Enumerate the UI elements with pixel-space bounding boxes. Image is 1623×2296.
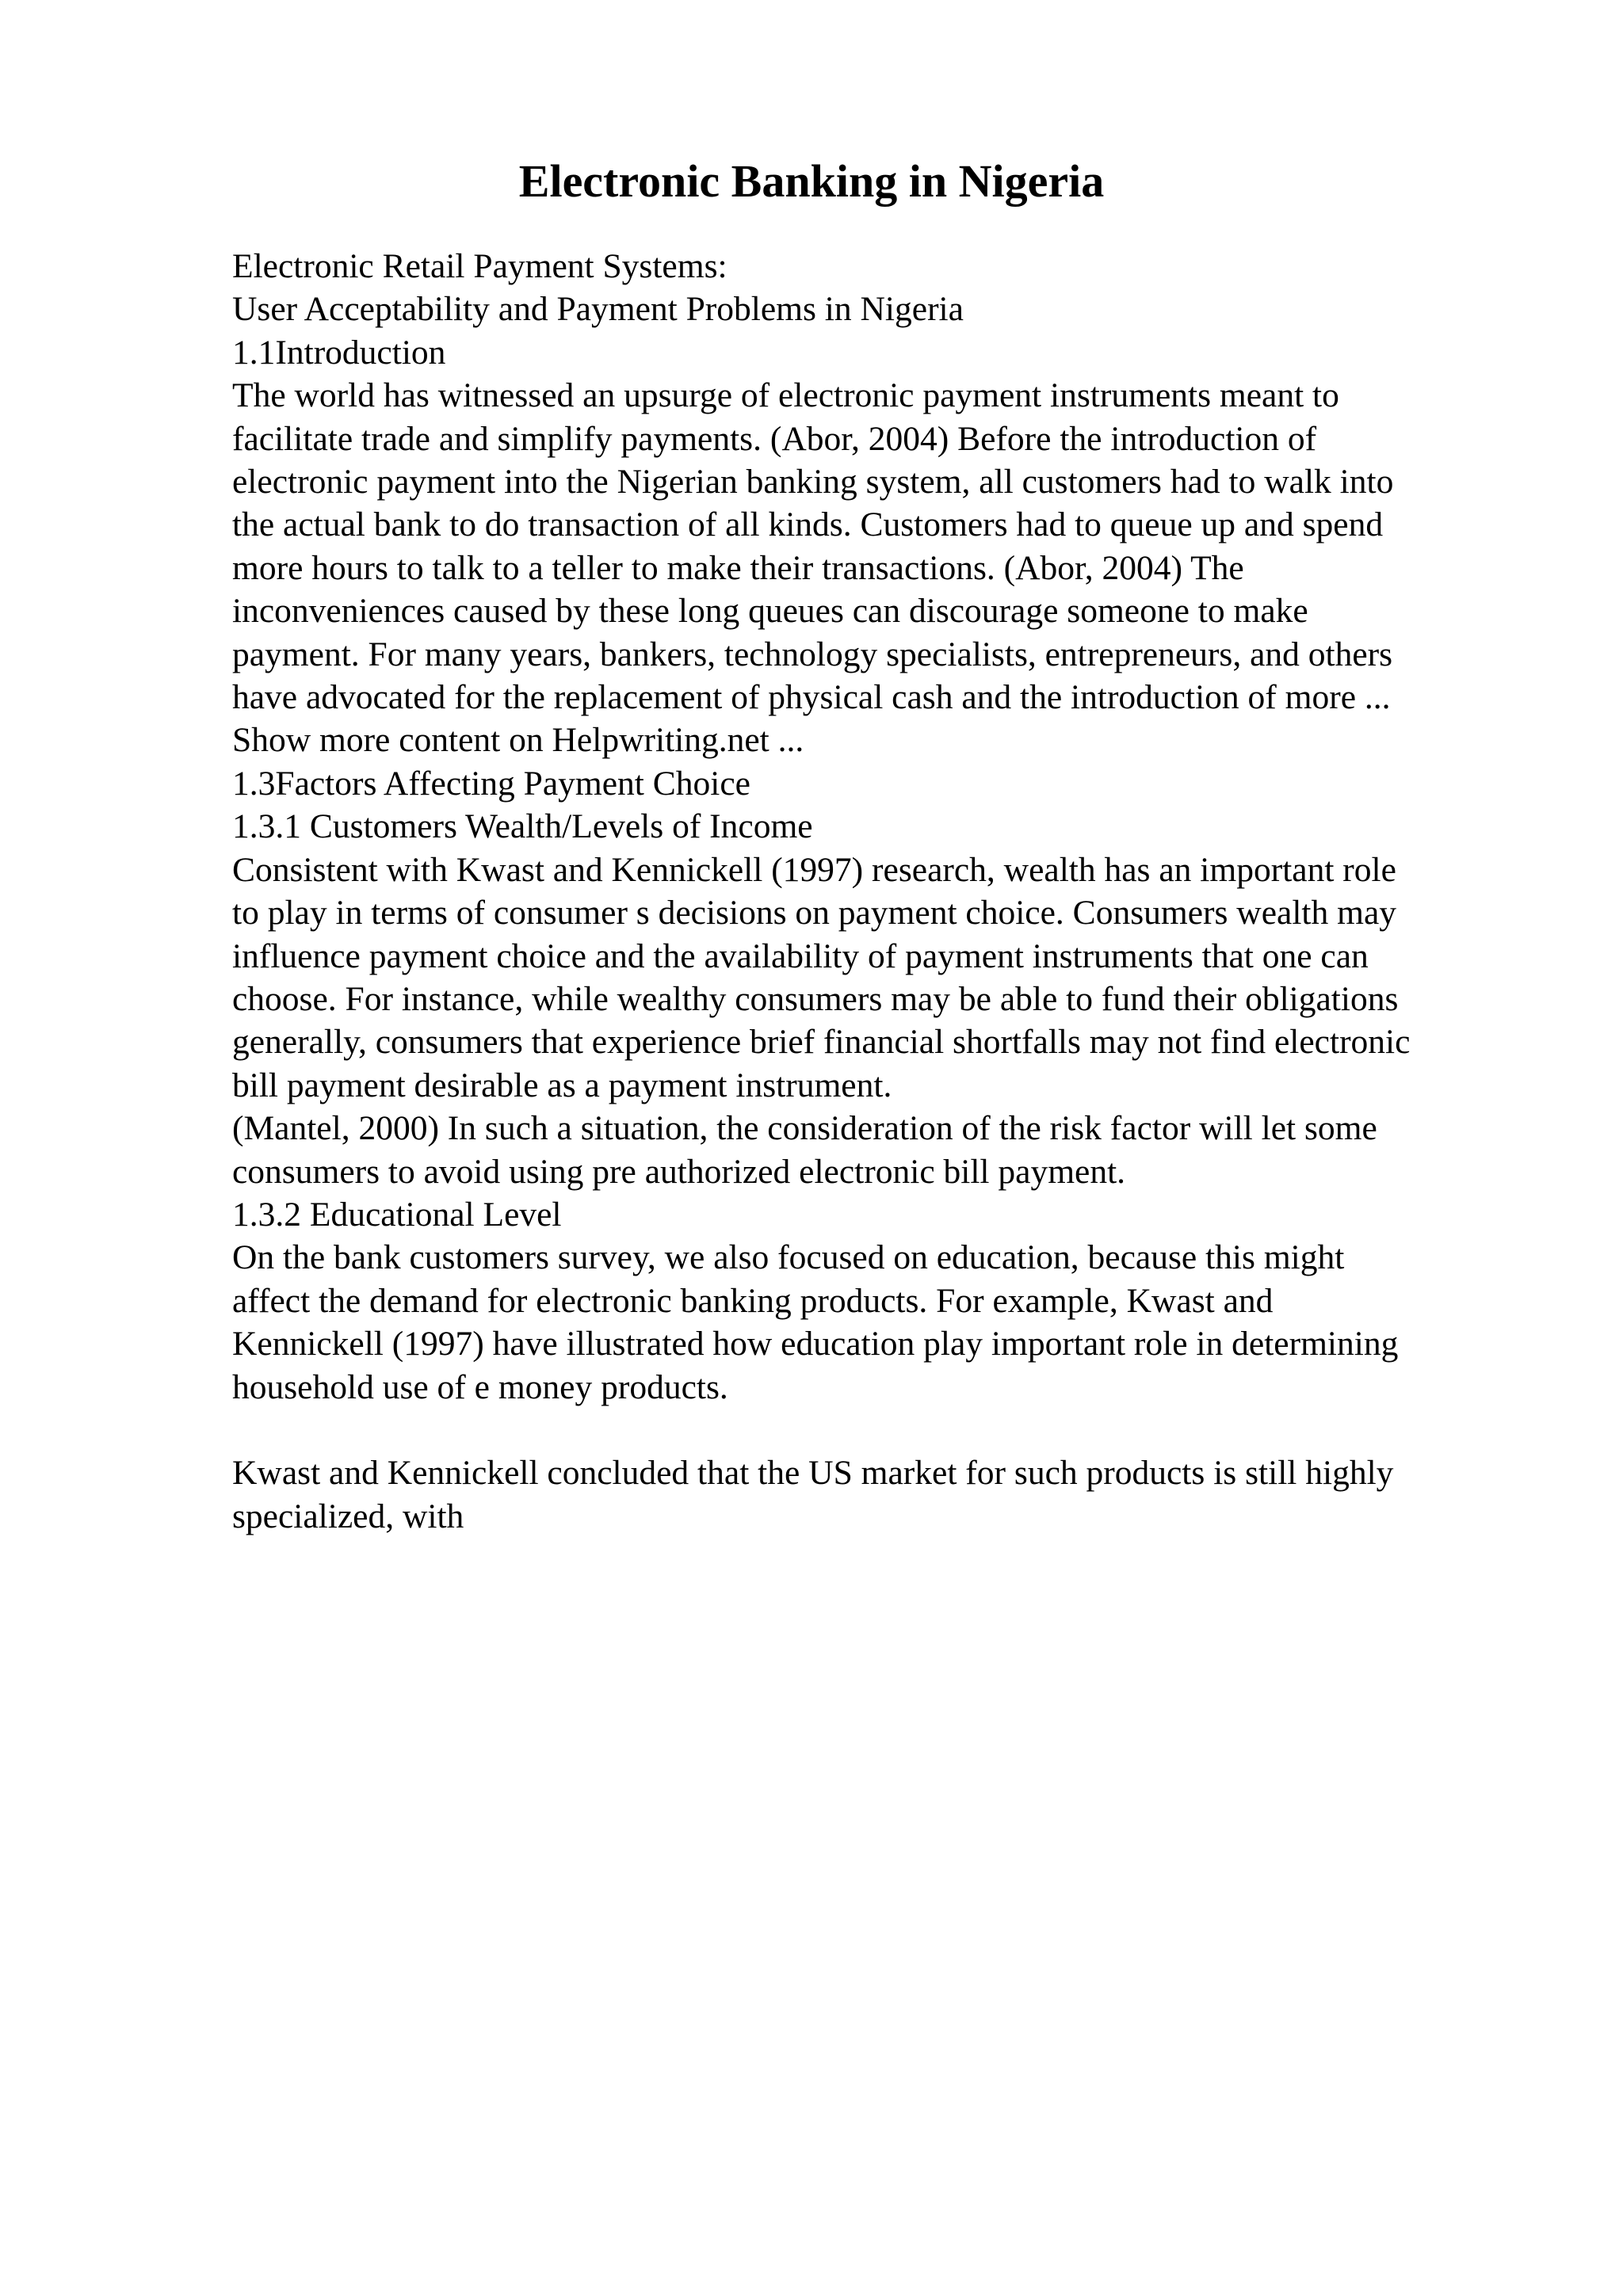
text-line: more hours to talk to a teller to make their transactions. (Abor, 2004) The [232, 548, 1244, 587]
text-line: User Acceptability and Payment Problems in Nigeria [232, 290, 964, 329]
text-line: electronic payment into the Nigerian banking system, all customers had to walk into [232, 463, 1394, 502]
text-line: 1.1Introduction [232, 333, 446, 372]
paragraph-spacer [232, 1409, 1516, 1451]
text-line: choose. For instance, while wealthy consumers may be able to fund their obligations [232, 979, 1399, 1018]
text-line: Show more content on Helpwriting.net ... [232, 721, 804, 760]
text-line: affect the demand for electronic banking products. For example, Kwast and [232, 1281, 1274, 1320]
text-line: On the bank customers survey, we also focused on education, because this might [232, 1238, 1345, 1277]
text-line: household use of e money products. [232, 1367, 728, 1406]
text-line: 1.3Factors Affecting Payment Choice [232, 764, 750, 803]
text-line: have advocated for the replacement of physical cash and the introduction of more ... [232, 678, 1391, 717]
text-line: to play in terms of consumer s decisions on payment choice. Consumers wealth may [232, 894, 1397, 933]
document-body [232, 245, 1516, 1538]
text-line: Kennickell (1997) have illustrated how education play important role in determining [232, 1325, 1399, 1363]
text-line: bill payment desirable as a payment instrument. [232, 1066, 892, 1104]
text-line: Kwast and Kennickell concluded that the US market for such products is still highly [232, 1454, 1394, 1493]
text-line: (Mantel, 2000) In such a situation, the consideration of the risk factor will let some [232, 1109, 1377, 1148]
document-title: Electronic Banking in Nigeria [518, 155, 1105, 207]
text-line: specialized, with [232, 1497, 464, 1535]
text-line: generally, consumers that experience brief financial shortfalls may not find electronic [232, 1023, 1411, 1062]
text-line: payment. For many years, bankers, technology specialists, entrepreneurs, and others [232, 635, 1393, 673]
text-line: Electronic Retail Payment Systems: [232, 247, 727, 285]
text-line: consumers to avoid using pre authorized electronic bill payment. [232, 1152, 1126, 1191]
text-line: facilitate trade and simplify payments. (Abor, 2004) Before the introduction of [232, 419, 1317, 458]
text-line: Consistent with Kwast and Kennickell (1997) research, wealth has an important role [232, 850, 1396, 889]
text-line: The world has witnessed an upsurge of electronic payment instruments meant to [232, 376, 1339, 415]
text-line: influence payment choice and the availability of payment instruments that one can [232, 936, 1369, 975]
text-line: 1.3.1 Customers Wealth/Levels of Income [232, 807, 813, 846]
text-line: 1.3.2 Educational Level [232, 1195, 562, 1234]
text-line: the actual bank to do transaction of all kinds. Customers had to queue up and spend [232, 505, 1384, 544]
text-line: inconveniences caused by these long queues can discourage someone to make [232, 592, 1308, 631]
